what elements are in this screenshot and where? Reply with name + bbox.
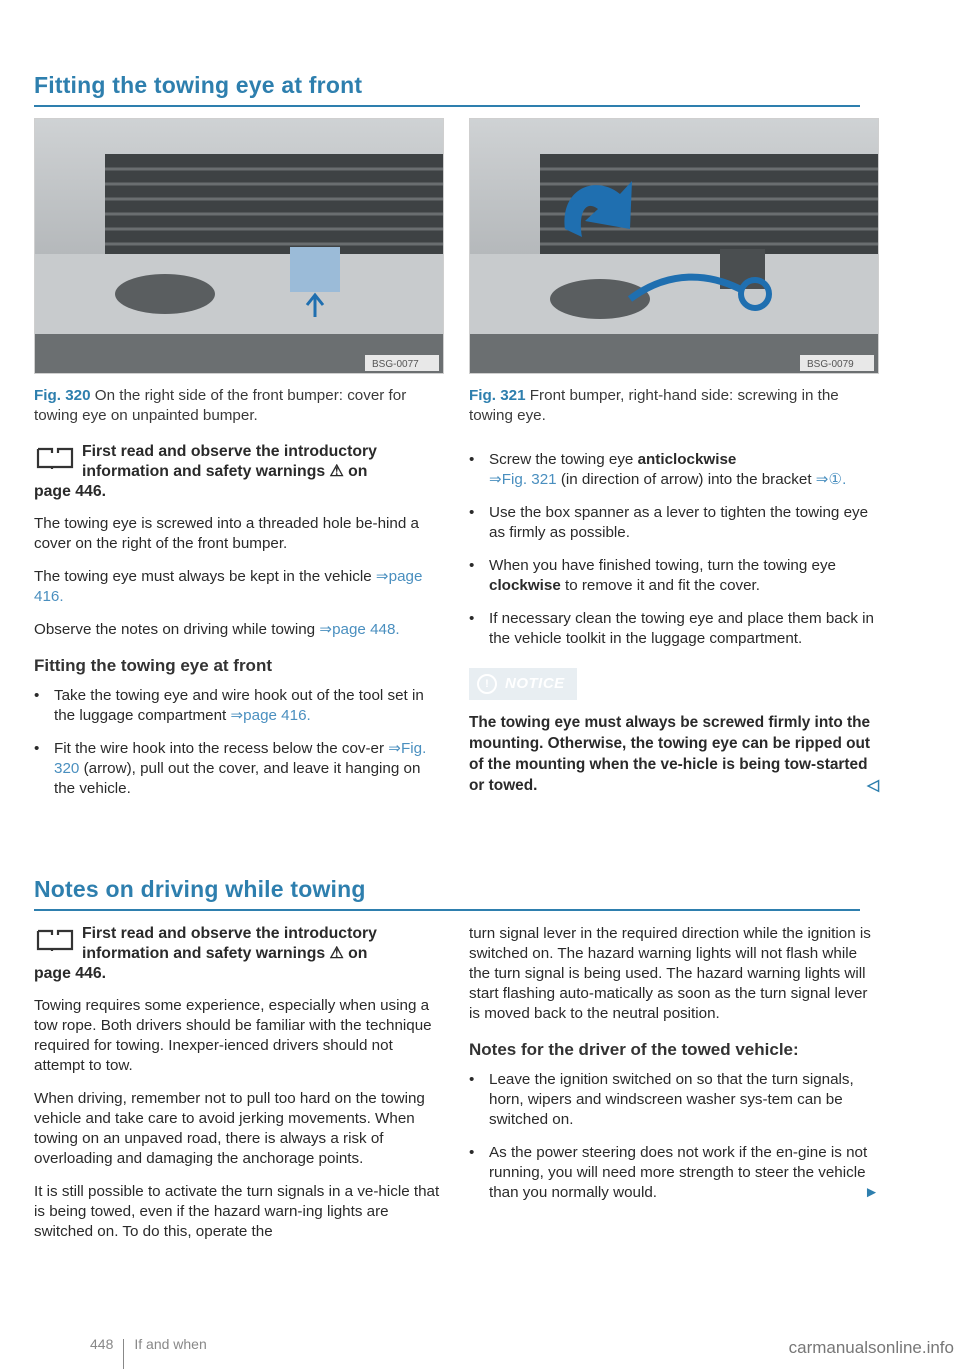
intro-on: on	[343, 945, 368, 962]
list-item: • When you have finished towing, turn the towing eye clockwise to remove it and fit the cover.	[469, 557, 836, 594]
right-column-section1	[469, 450, 879, 796]
section-rule	[34, 105, 860, 107]
figure-320-image	[34, 118, 444, 374]
section-title: Fitting the towing eye at front	[34, 72, 363, 98]
page-link[interactable]: ⇒page 416.	[230, 707, 311, 724]
caption-text: Front bumper, right-hand side: screwing in the towing eye.	[469, 387, 839, 424]
list-item: • If necessary clean the towing eye and place them back in the vehicle toolkit in the luggage compartment.	[469, 610, 874, 647]
intro-line2: information and safety warnings	[82, 463, 326, 480]
paragraph: When driving, remember not to pull too hard on the towing vehicle and take care to avoid jerking movements. When towing on an unpaved road, there is always a risk of overloading and damaging the anchorage points.	[34, 1090, 425, 1167]
continued-icon: ►	[863, 1184, 879, 1201]
end-of-section-icon: ◁	[867, 777, 879, 794]
page-footer	[90, 1336, 207, 1369]
list-item: • Screw the towing eye anticlockwise ⇒Fig. 321 (in direction of arrow) into the bracket ⇒①.	[469, 451, 847, 488]
intro-notice	[34, 924, 444, 984]
figure-code: BSG-0077	[372, 359, 419, 370]
watermark: carmanualsonline.info	[788, 1338, 954, 1357]
notice-text: The towing eye must always be screwed firmly into the mounting. Otherwise, the towing eye can be ripped out of the mounting when the ve-hicle is being tow-started or towed. ◁	[469, 714, 879, 794]
list-item: • Fit the wire hook into the recess below the cov-er ⇒Fig. 320 (arrow), pull out the cover, and leave it hanging on the vehicle.	[34, 740, 427, 797]
caption-text: On the right side of the front bumper: cover for towing eye on unpainted bumper.	[34, 387, 407, 424]
figure-320-caption	[34, 386, 444, 426]
intro-on: on	[343, 463, 368, 480]
page-link[interactable]: ⇒page 416.	[34, 568, 423, 605]
notice-icon: !	[477, 674, 497, 694]
figure-321-caption	[469, 386, 879, 426]
intro-line1: First read and observe the introductory	[82, 443, 377, 460]
list-item: • Take the towing eye and wire hook out of the tool set in the luggage compartment ⇒page 416.	[34, 687, 424, 724]
chapter-name: If and when	[134, 1336, 207, 1352]
page-link[interactable]: ⇒page 448.	[319, 621, 400, 638]
figure-321-image	[469, 118, 879, 374]
left-column-section1	[34, 442, 444, 812]
notice-label: NOTICE	[505, 675, 565, 692]
left-column-section2	[34, 924, 444, 1255]
intro-line3: page 446.	[34, 965, 107, 982]
list-item: • Leave the ignition switched on so that the turn signals, horn, wipers and windscreen washer sys-tem can be switched on.	[469, 1071, 854, 1128]
paragraph: Observe the notes on driving while towing ⇒page 448.	[34, 621, 400, 638]
paragraph: The towing eye is screwed into a threaded hole be-hind a cover on the right of the front bumper.	[34, 515, 419, 552]
intro-notice	[34, 442, 444, 502]
warning-icon: ⚠	[329, 463, 344, 480]
subheading: Notes for the driver of the towed vehicle:	[469, 1040, 799, 1059]
figure-link[interactable]: ⇒Fig. 320	[54, 740, 427, 777]
notice-badge	[469, 668, 577, 700]
paragraph: It is still possible to activate the turn signals in a ve-hicle that is being towed, even if the hazard warn-ing lights are switched on. To do this, operate the	[34, 1183, 440, 1240]
intro-line3: page 446.	[34, 483, 107, 500]
paragraph: Towing requires some experience, especially when using a tow rope. Both drivers should be familiar with the technique required for towing. Inexper-ienced drivers should not attempt to tow.	[34, 997, 432, 1074]
figure-label: Fig. 321	[469, 387, 526, 404]
right-column-section2	[469, 924, 879, 1216]
warning-icon: ⚠	[329, 945, 344, 962]
list-item: • Use the box spanner as a lever to tighten the towing eye as firmly as possible.	[469, 504, 869, 541]
list-item: • As the power steering does not work if the en-gine is not running, you will need more strength to steer the vehicle than you normally would. ►	[469, 1144, 879, 1201]
figure-code: BSG-0079	[807, 359, 854, 370]
figure-link[interactable]: ⇒Fig. 321	[489, 471, 557, 488]
towing-eye-illustration	[470, 119, 878, 373]
warning-link[interactable]: ⇒①.	[815, 471, 847, 488]
bumper-cover-illustration	[35, 119, 443, 373]
section-heading-driving-while-towing	[34, 876, 860, 911]
footer-divider	[123, 1339, 124, 1369]
intro-line2: information and safety warnings	[82, 945, 326, 962]
section-rule	[34, 909, 860, 911]
intro-line1: First read and observe the introductory	[82, 925, 377, 942]
subheading: Fitting the towing eye at front	[34, 656, 272, 675]
figure-label: Fig. 320	[34, 387, 91, 404]
section-title: Notes on driving while towing	[34, 876, 366, 902]
page-number: 448	[90, 1336, 114, 1352]
paragraph: turn signal lever in the required direction while the ignition is switched on. The hazard warning lights will not flash while the turn signal is being used. The hazard warning lights will start flashing auto-matically as soon as the turn signal lever is moved back to the neutral position.	[469, 925, 871, 1022]
paragraph: The towing eye must always be kept in the vehicle ⇒page 416.	[34, 568, 423, 605]
section-heading-towing-eye	[34, 72, 860, 107]
